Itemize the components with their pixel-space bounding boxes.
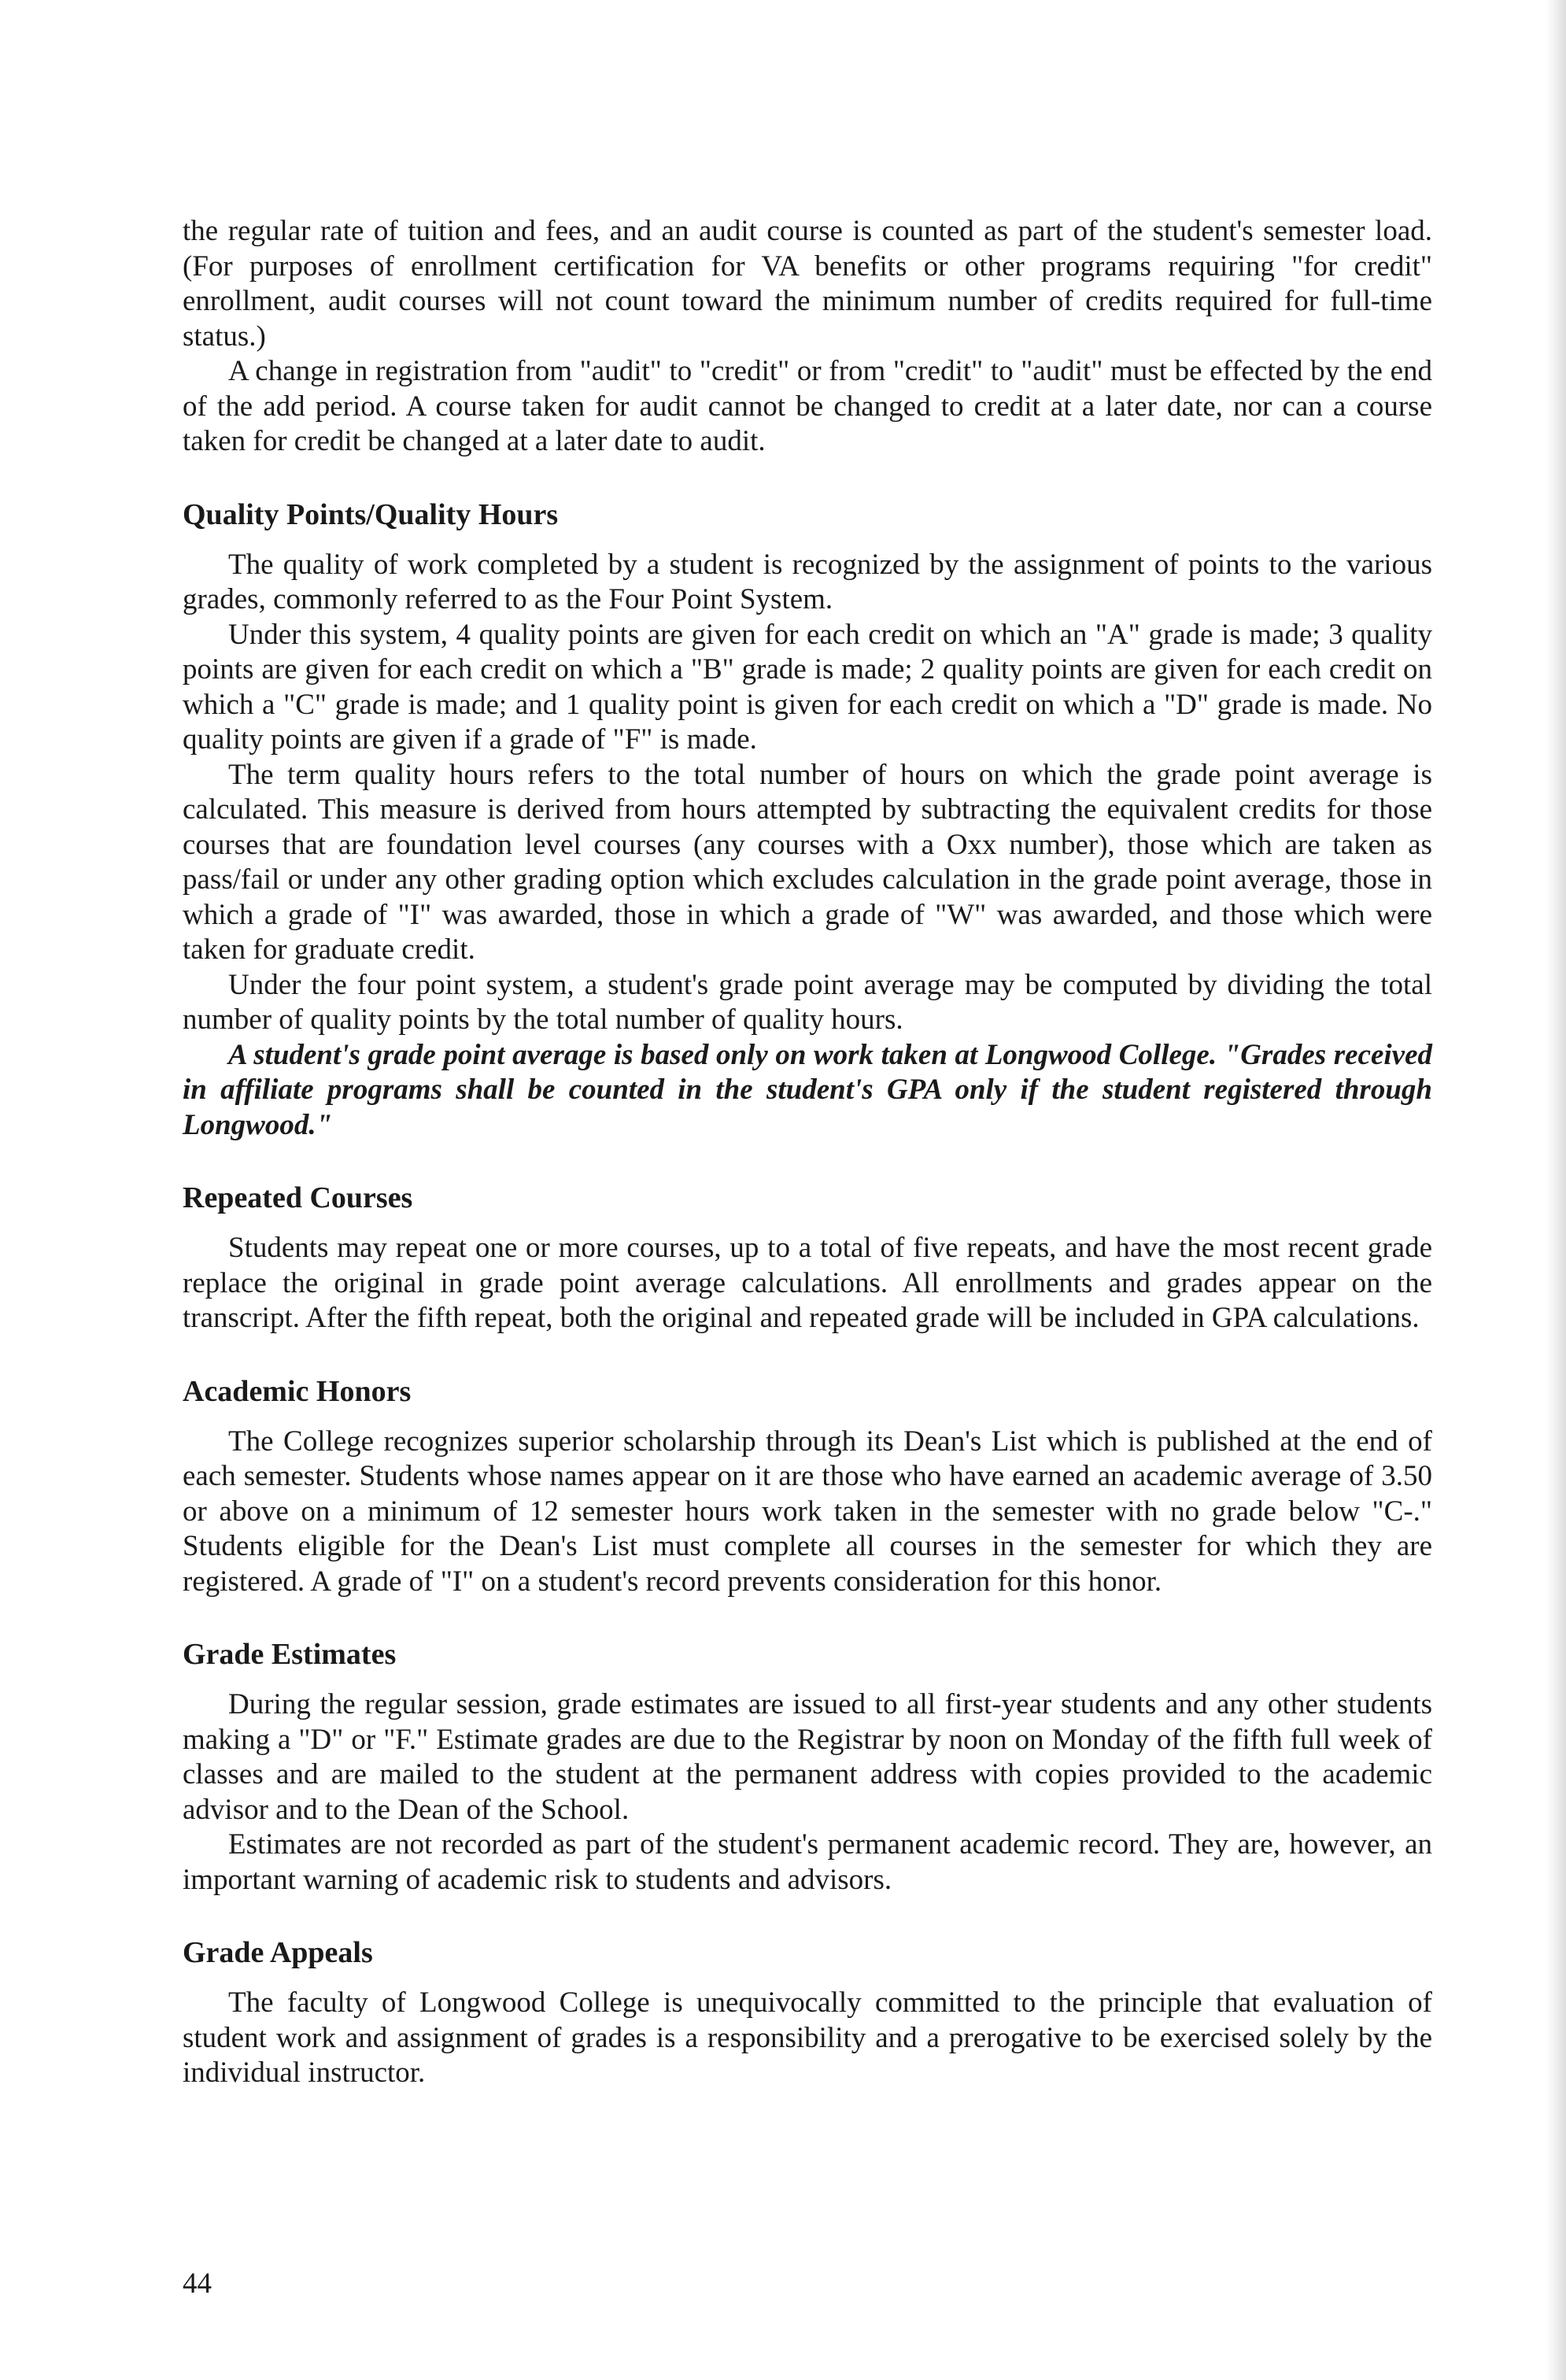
intro-paragraph-1: the regular rate of tuition and fees, and an audit course is counted as part of the student's semester load. (For purposes of enrollment certification for VA benefits or other programs requiring "for credit" enrollment, audit courses will not count toward the minimum number of credits required for full-time status.) xyxy=(183,215,1432,353)
quality-paragraph-4: Under the four point system, a student's grade point average may be computed by dividing the total number of quality points by the total number of quality hours. xyxy=(183,968,1432,1036)
page-edge-shadow xyxy=(1546,0,1566,2380)
page-number: 44 xyxy=(183,2267,212,2300)
quality-paragraph-3: The term quality hours refers to the total number of hours on which the grade point average is calculated. This measure is derived from hours attempted by subtracting the equivalent credits for those courses that are foundation level courses (any courses with a Oxx number), those which are taken as pass/fail or under any other grading option which excludes calculation in the grade point average, those in which a grade of "I" was awarded, those in which a grade of "W" was awarded, and those which were taken for graduate credit. xyxy=(183,758,1432,966)
repeated-courses-heading: Repeated Courses xyxy=(183,1181,413,1214)
academic-honors-heading: Academic Honors xyxy=(183,1374,412,1408)
appeals-paragraph-1: The faculty of Longwood College is unequivocally committed to the principle that evaluation of student work and assignment of grades is a responsibility and a prerogative to be exercised solely by the individual instructor. xyxy=(183,1986,1432,2089)
quality-paragraph-5: A student's grade point average is based only on work taken at Longwood College. "Grades received in affiliate programs shall be counted in the student's GPA only if the student registered through Longwood." xyxy=(183,1038,1432,1141)
estimates-paragraph-2: Estimates are not recorded as part of the student's permanent academic record. They are, however, an important warning of academic risk to students and advisors. xyxy=(183,1828,1432,1896)
estimates-paragraph-1: During the regular session, grade estimates are issued to all first-year students and any other students making a "D" or "F." Estimate grades are due to the Registrar by noon on Monday of the fifth full week of classes and are mailed to the student at the permanent address with copies provided to the academic advisor and to the Dean of the School. xyxy=(183,1688,1432,1826)
intro-paragraph-2: A change in registration from "audit" to "credit" or from "credit" to "audit" must be effected by the end of the add period. A course taken for audit cannot be changed to credit at a later date, nor can a course taken for credit be changed at a later date to audit. xyxy=(183,355,1432,457)
quality-points-heading: Quality Points/Quality Hours xyxy=(183,497,559,531)
honors-paragraph-1: The College recognizes superior scholarship through its Dean's List which is published at the end of each semester. Students whose names appear on it are those who have earned an academic average of 3.50 or above on a minimum of 12 semester hours work taken in the semester with no grade below "C-." Students eligible for the Dean's List must complete all courses in the semester for which they are registered. A grade of "I" on a student's record prevents consideration for this honor. xyxy=(183,1425,1432,1598)
page-content xyxy=(183,214,1432,2091)
repeated-paragraph-1: Students may repeat one or more courses, up to a total of five repeats, and have the most recent grade replace the original in grade point average calculations. All enrollments and grades appear on the transcript. After the fifth repeat, both the original and repeated grade will be included in GPA calculations. xyxy=(183,1232,1432,1334)
grade-appeals-heading: Grade Appeals xyxy=(183,1936,373,1969)
grade-estimates-heading: Grade Estimates xyxy=(183,1638,397,1671)
quality-paragraph-1: The quality of work completed by a student is recognized by the assignment of points to the various grades, commonly referred to as the Four Point System. xyxy=(183,548,1432,615)
quality-paragraph-2: Under this system, 4 quality points are given for each credit on which an "A" grade is made; 3 quality points are given for each credit on which a "B" grade is made; 2 quality points are given for each credit on which a "C" grade is made; and 1 quality point is given for each credit on which a "D" grade is made. No quality points are given if a grade of "F" is made. xyxy=(183,618,1432,756)
